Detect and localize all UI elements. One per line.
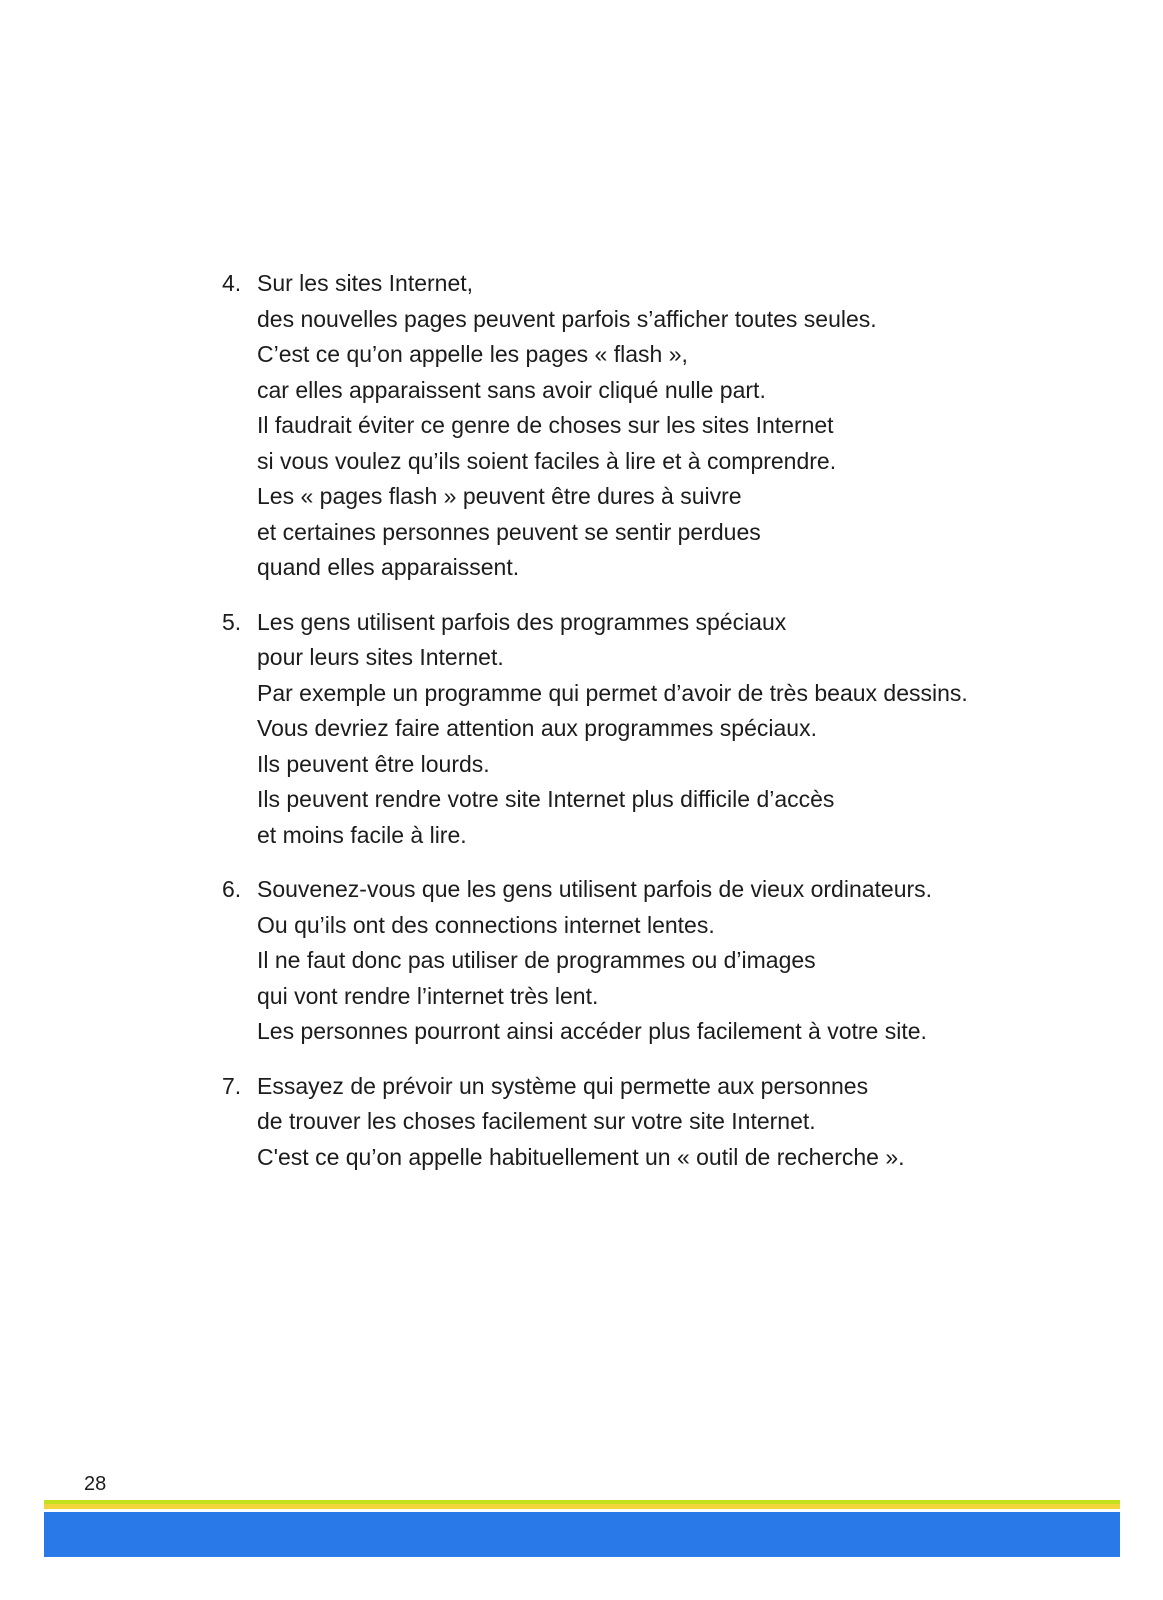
text-line: quand elles apparaissent. <box>257 554 520 580</box>
text-line: Essayez de prévoir un système qui permette aux personnes <box>257 1072 869 1099</box>
text-line: Il faudrait éviter ce genre de choses sur les sites Internet <box>257 412 834 438</box>
list-item-7 <box>222 1069 1082 1176</box>
list-item-text <box>257 605 1082 854</box>
text-line: Les personnes pourront ainsi accéder plus facilement à votre site. <box>257 1018 927 1044</box>
list-item-6 <box>222 872 1082 1050</box>
numbered-list <box>222 266 1082 1194</box>
list-item-4 <box>222 266 1082 586</box>
list-number: 7. <box>222 1072 242 1099</box>
list-item-text <box>257 1069 1082 1176</box>
text-line: Ils peuvent être lourds. <box>257 750 490 777</box>
list-item-5 <box>222 605 1082 854</box>
text-line: et moins facile à lire. <box>257 821 467 848</box>
text-line: Vous devriez faire attention aux programmes spéciaux. <box>257 715 817 741</box>
list-number: 4. <box>222 270 242 296</box>
footer-color-bands <box>44 1500 1120 1557</box>
text-line: Ils peuvent rendre votre site Internet plus difficile d’accès <box>257 786 835 812</box>
text-line: des nouvelles pages peuvent parfois s’afficher toutes seules. <box>257 305 877 332</box>
text-line: pour leurs sites Internet. <box>257 644 504 670</box>
list-item-text <box>257 266 1082 586</box>
text-line: qui vont rendre l’internet très lent. <box>257 982 599 1009</box>
list-item-text <box>257 872 1082 1050</box>
text-line: Les « pages flash » peuvent être dures à suivre <box>257 483 742 509</box>
text-line: si vous voulez qu’ils soient faciles à lire et à comprendre. <box>257 447 837 474</box>
text-line: Par exemple un programme qui permet d’avoir de très beaux dessins. <box>257 679 968 706</box>
text-line: Souvenez-vous que les gens utilisent parfois de vieux ordinateurs. <box>257 876 933 902</box>
page-number: 28 <box>84 1473 107 1495</box>
text-line: et certaines personnes peuvent se sentir perdues <box>257 518 761 545</box>
list-number: 5. <box>222 608 242 635</box>
text-line: Les gens utilisent parfois des programmes spéciaux <box>257 608 787 635</box>
text-line: Sur les sites Internet, <box>257 270 474 296</box>
list-number: 6. <box>222 876 242 902</box>
text-line: C’est ce qu’on appelle les pages « flash », <box>257 341 688 367</box>
text-line: car elles apparaissent sans avoir cliqué nulle part. <box>257 376 766 403</box>
text-line: de trouver les choses facilement sur votre site Internet. <box>257 1108 816 1134</box>
text-line: C'est ce qu’on appelle habituellement un « outil de recherche ». <box>257 1143 905 1170</box>
text-line: Il ne faut donc pas utiliser de programmes ou d’images <box>257 947 816 973</box>
footer-blue-band <box>44 1512 1120 1557</box>
text-line: Ou qu’ils ont des connections internet lentes. <box>257 911 715 938</box>
